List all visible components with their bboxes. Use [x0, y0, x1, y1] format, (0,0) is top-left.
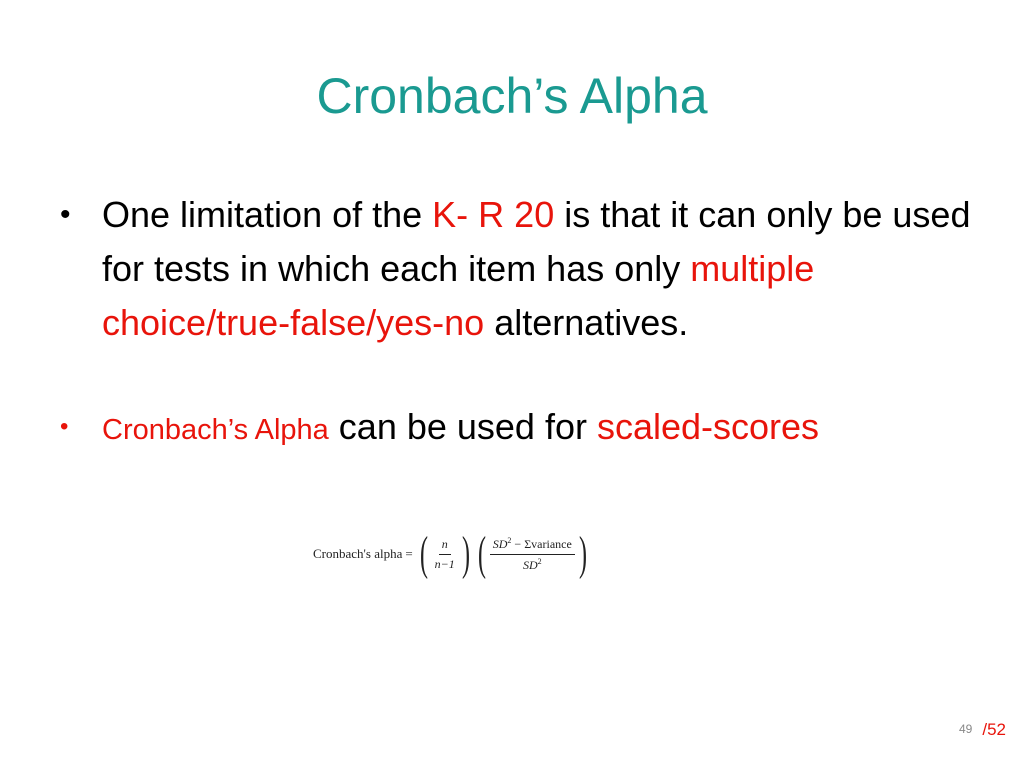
fraction-numerator — [490, 536, 575, 555]
current-page-number: 49 — [959, 722, 973, 736]
formula-fraction-n — [432, 537, 458, 572]
total-pages: /52 — [982, 720, 1006, 739]
sd-exponent: 2 — [537, 556, 542, 566]
right-paren-icon: ) — [578, 527, 587, 580]
variance-term: − Σvariance — [511, 536, 572, 551]
page-indicator — [959, 720, 1006, 740]
left-paren-icon: ( — [419, 527, 428, 580]
formula-equals: = — [405, 546, 413, 561]
formula-lhs: Cronbach's alpha — [313, 546, 403, 561]
bullet1-text-1: One limitation of the — [102, 194, 433, 235]
right-paren-icon: ) — [461, 527, 470, 580]
bullet-dot-icon: • — [60, 198, 71, 231]
bullet1-text-2: is that it can only be used for tests in which each item has only — [102, 194, 971, 289]
fraction-numerator: n — [439, 537, 451, 555]
bullet2-highlight-scaled: scaled-scores — [596, 406, 820, 447]
left-paren-icon: ( — [477, 527, 486, 580]
sd-term: SD — [522, 557, 538, 572]
bullet2-text-1: can be used for — [328, 406, 597, 447]
sd-term: SD — [492, 536, 508, 551]
bullet1-highlight-choices: multiple choice/true-false/yes-no — [102, 248, 815, 343]
formula-fraction-variance — [490, 536, 575, 573]
bullet-item-kr20 — [60, 188, 980, 350]
fraction-denominator: n−1 — [434, 556, 455, 571]
bullet-dot-icon: • — [60, 413, 69, 440]
bullet1-highlight-kr20: K- R 20 — [432, 194, 555, 235]
sd-exponent: 2 — [507, 535, 512, 545]
fraction-denominator — [520, 555, 545, 573]
bullet2-highlight-cronbach: Cronbach’s Alpha — [102, 414, 329, 446]
bullet-list — [60, 188, 980, 457]
bullet1-text-3: alternatives. — [484, 302, 689, 343]
bullet-item-cronbach — [60, 400, 980, 457]
slide-title: Cronbach’s Alpha — [316, 68, 708, 124]
cronbach-alpha-formula — [313, 528, 591, 580]
